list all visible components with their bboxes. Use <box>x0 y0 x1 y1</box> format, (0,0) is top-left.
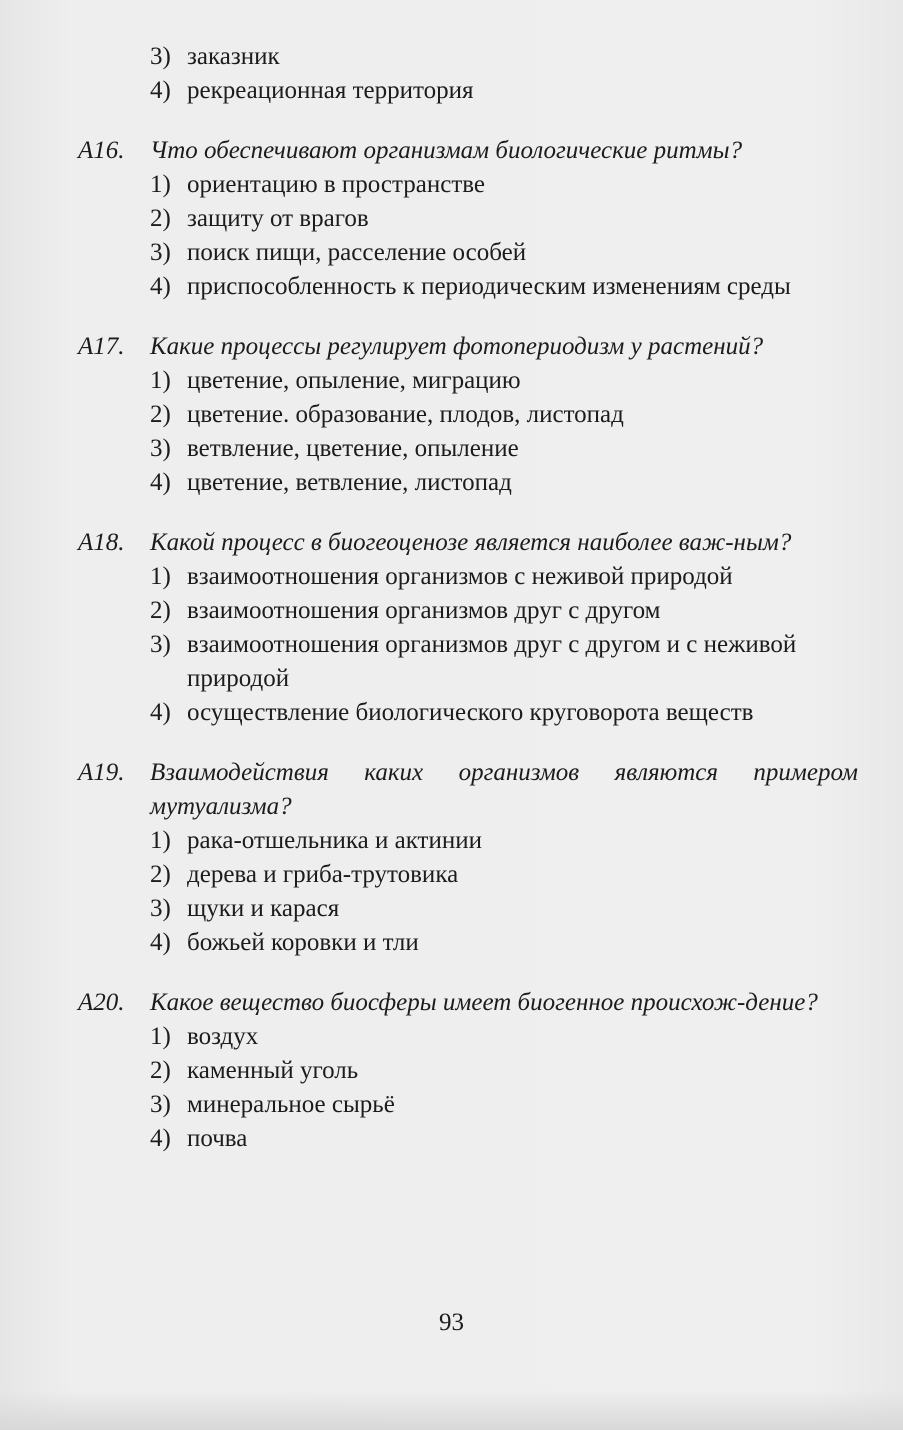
option-number: 3) <box>150 631 171 658</box>
option-number: 3) <box>150 1091 171 1118</box>
option-item <box>78 432 858 466</box>
option-number: 2) <box>150 205 171 232</box>
option-item <box>78 168 858 202</box>
question-a17 <box>78 330 858 500</box>
option-item <box>78 628 858 696</box>
question-number: А16. <box>78 137 125 164</box>
option-text: минеральное сырьё <box>187 1091 395 1118</box>
option-list <box>78 560 858 730</box>
page-content <box>78 40 858 1182</box>
option-item <box>78 40 858 74</box>
option-item <box>78 202 858 236</box>
option-item <box>78 892 858 926</box>
option-text: приспособленность к периодическим изменениям среды <box>187 273 791 300</box>
option-text: цветение, опыление, миграцию <box>187 367 521 394</box>
question-text: Какие процессы регулирует фотопериодизм у растений? <box>150 333 764 360</box>
option-list <box>78 824 858 960</box>
option-text: цветение, ветвление, листопад <box>187 469 512 496</box>
option-text: ориентацию в пространстве <box>187 171 485 198</box>
option-item <box>78 236 858 270</box>
option-number: 3) <box>150 43 171 70</box>
option-item <box>78 1054 858 1088</box>
option-number: 4) <box>150 273 171 300</box>
question-number: А20. <box>78 989 125 1016</box>
question-a19 <box>78 756 858 960</box>
question-number: А17. <box>78 333 125 360</box>
option-item <box>78 466 858 500</box>
option-number: 4) <box>150 929 171 956</box>
option-text: почва <box>187 1125 248 1152</box>
option-list <box>78 1020 858 1156</box>
question-a16 <box>78 134 858 304</box>
option-number: 2) <box>150 597 171 624</box>
option-number: 4) <box>150 1125 171 1152</box>
option-number: 1) <box>150 1023 171 1050</box>
option-list <box>78 364 858 500</box>
question-number: А18. <box>78 529 125 556</box>
option-item <box>78 74 858 108</box>
leading-options-block <box>78 40 858 108</box>
option-number: 1) <box>150 563 171 590</box>
option-text: дерева и гриба-трутовика <box>187 861 459 888</box>
option-text: воздух <box>187 1023 259 1050</box>
option-item <box>78 560 858 594</box>
option-item <box>78 398 858 432</box>
option-number: 2) <box>150 401 171 428</box>
option-item <box>78 858 858 892</box>
option-number: 3) <box>150 435 171 462</box>
option-item <box>78 696 858 730</box>
question-a18 <box>78 526 858 730</box>
scan-shadow <box>0 1390 903 1430</box>
option-text: щуки и карася <box>187 895 340 922</box>
option-item <box>78 1020 858 1054</box>
option-text: взаимоотношения организмов друг с другом и с неживой природой <box>187 631 797 692</box>
option-text: рекреационная территория <box>187 77 474 104</box>
option-number: 2) <box>150 861 171 888</box>
option-text: цветение. образование, плодов, листопад <box>187 401 624 428</box>
question-number: А19. <box>78 759 125 786</box>
question-text: Какое вещество биосферы имеет биогенное происхож-дение? <box>150 989 818 1016</box>
option-number: 1) <box>150 827 171 854</box>
option-text: взаимоотношения организмов с неживой природой <box>187 563 733 590</box>
question-text: Какой процесс в биогеоценозе является наиболее важ-ным? <box>150 529 792 556</box>
option-text: заказник <box>187 43 280 70</box>
page-number: 93 <box>439 1309 464 1336</box>
option-number: 1) <box>150 171 171 198</box>
option-text: каменный уголь <box>187 1057 359 1084</box>
option-number: 3) <box>150 239 171 266</box>
option-text: ветвление, цветение, опыление <box>187 435 519 462</box>
option-list <box>78 40 858 108</box>
option-number: 4) <box>150 699 171 726</box>
option-item <box>78 1088 858 1122</box>
option-number: 4) <box>150 469 171 496</box>
question-text: Что обеспечивают организмам биологические ритмы? <box>150 137 743 164</box>
option-text: поиск пищи, расселение особей <box>187 239 527 266</box>
option-number: 2) <box>150 1057 171 1084</box>
option-item <box>78 270 858 304</box>
option-item <box>78 926 858 960</box>
option-item <box>78 1122 858 1156</box>
option-list <box>78 168 858 304</box>
question-a20 <box>78 986 858 1156</box>
option-item <box>78 824 858 858</box>
option-text: защиту от врагов <box>187 205 369 232</box>
option-text: взаимоотношения организмов друг с другом <box>187 597 661 624</box>
option-text: осуществление биологического круговорота веществ <box>187 699 754 726</box>
option-item <box>78 594 858 628</box>
option-item <box>78 364 858 398</box>
option-number: 4) <box>150 77 171 104</box>
question-text: Взаимодействия каких организмов являются примером мутуализма? <box>150 759 858 820</box>
option-text: божьей коровки и тли <box>187 929 419 956</box>
option-number: 1) <box>150 367 171 394</box>
option-text: рака-отшельника и актинии <box>187 827 482 854</box>
option-number: 3) <box>150 895 171 922</box>
